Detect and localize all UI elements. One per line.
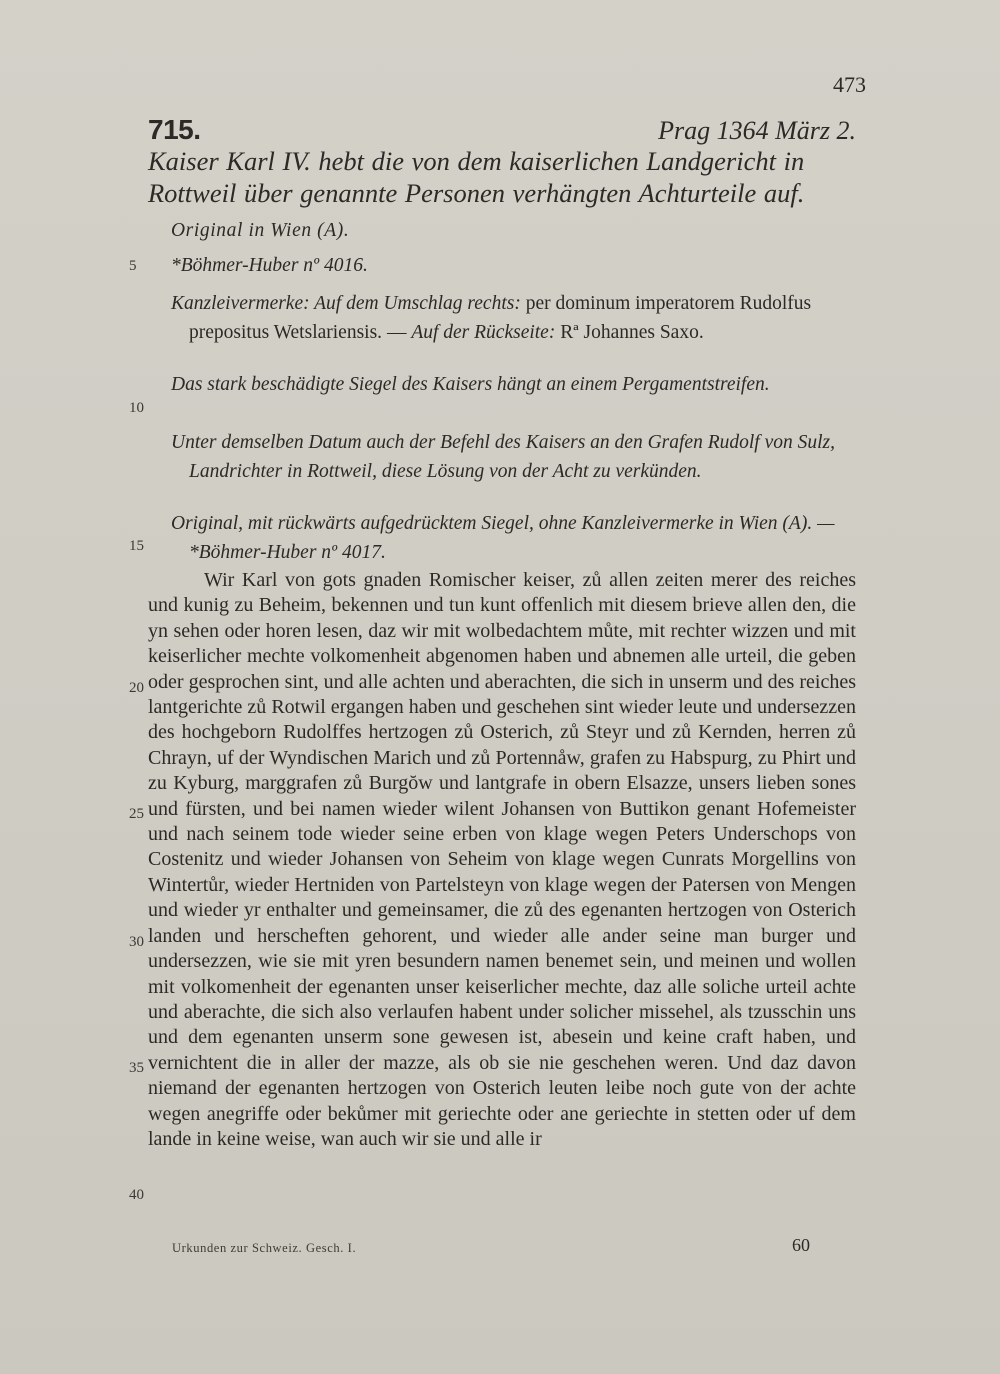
chancery-text-1: per dominum imperatorem Rudolfus prepositus Wetslariensis. (189, 293, 812, 343)
line-number-35: 35 (129, 1060, 144, 1076)
line-number-20: 20 (129, 680, 144, 696)
note-seal-text: Das stark beschädigte Siegel des Kaisers hängt an einem Pergamentstreifen. (171, 374, 770, 395)
line-number-5: 5 (129, 258, 137, 274)
line-number-15: 15 (129, 538, 144, 554)
line-number-40: 40 (129, 1187, 144, 1203)
chancery-dash: — (386, 322, 407, 343)
footer-series: Urkunden zur Schweiz. Gesch. I. (172, 1241, 357, 1255)
note-same-date (171, 428, 853, 486)
line-number-10: 10 (129, 400, 144, 416)
note-chancery (171, 289, 853, 347)
chancery-label-2: Auf der Rückseite: (411, 322, 556, 343)
note-regest: *Böhmer-Huber nº 4016. (171, 255, 368, 276)
page-number: 473 (833, 72, 866, 97)
document-number: 715. (148, 114, 201, 145)
line-number-25: 25 (129, 806, 144, 822)
chancery-label: Kanzleivermerke: Auf dem Umschlag rechts: (171, 293, 521, 314)
charter-text: Wir Karl von gots gnaden Romischer keiser, zů allen zeiten merer des reiches und kunig zu Beheim, bekennen und tun kunt offenlich mit diesem brieve allen den, die yn sehen oder horen lesen, daz wir mit wolbedachtem můte, mit rechter wizzen und mit keiserlicher mechte volkomenheit abgenomen haben und abnemen alle urteil, die geben oder gesprochen sint, und alle achten und aberachten, die sich in unserm und des reiches lantgerichte zů Rotwil ergangen haben und geschehen sint wieder leute und undersezzen des hochgeborn Rudolffes hertzogen zů Osterich, zů Steyr und zů Kernden, herren zů Chrayn, uf der Wyndischen Marich und zů Portennåw, grafen zu Habspurg, zu Phirt und zu Kyburg, marggrafen zů Burgŏw und lantgrafe in obern Elsazze, unsers lieben sones und fürsten, und bei namen wieder wilent Johansen von Buttikon genant Hofemeister und nach seinem tode wieder seine erben von klage wegen Peters Underschops von Costenitz und wieder Johansen von Seheim von klage wegen Cunrats Morgellins von Wintertůr, wieder Hertniden von Partelsteyn von klage wegen der Patersen von Mengen und wieder yr enthalter und gemeinsamer, die zů des egenanten hertzogen von Osterich landen und herscheften gehorent, und wieder alle ander seine man burger und undersezzen, wie sie mit yren besundern namen benemet sein, und meinen und wollen mit volkomenheit der egenanten unser keiserlicher mechte, daz alle soliche urteil achte und aberachte, die sich also verlaufen habent under solicher missehel, als tzusschin uns und dem egenanten unserm sone gewesen ist, abesein und keine craft haben, und vernichtent die in aller der mazze, als ob sie nie geschehen weren. Und daz davon niemand der egenanten hertzogen von Osterich leuten leibe noch gute von der achte wegen anegriffe oder bekůmer mit geriechte oder ane geriechte in stetten oder uf dem lande in keine weise, wan auch wir sie und alle ir (148, 569, 856, 1150)
document-date: Prag 1364 März 2. (658, 116, 856, 145)
note-original-2 (171, 509, 853, 567)
document-title-line-1: Kaiser Karl IV. hebt die von dem kaiserlichen Landgericht in (148, 146, 805, 176)
document-header (148, 114, 858, 146)
note-same-date-text: Unter demselben Datum auch der Befehl des Kaisers an den Grafen Rudolf von Sulz, Landrichter in Rottweil, diese Lösung von der Acht zu verkünden. (171, 432, 835, 482)
document-title-line-2: Rottweil über genannte Personen verhängten Achturteile auf. (148, 178, 805, 208)
footer-signature: 60 (792, 1235, 810, 1255)
note-seal (171, 370, 853, 399)
line-number-30: 30 (129, 934, 144, 950)
chancery-text-2: Rª Johannes Saxo. (560, 322, 704, 343)
note-original: Original in Wien (A). (171, 220, 350, 241)
note-original-2-text: Original, mit rückwärts aufgedrücktem Siegel, ohne Kanzleivermerke in Wien (A). — *Böhmer-Huber nº 4017. (171, 513, 835, 563)
